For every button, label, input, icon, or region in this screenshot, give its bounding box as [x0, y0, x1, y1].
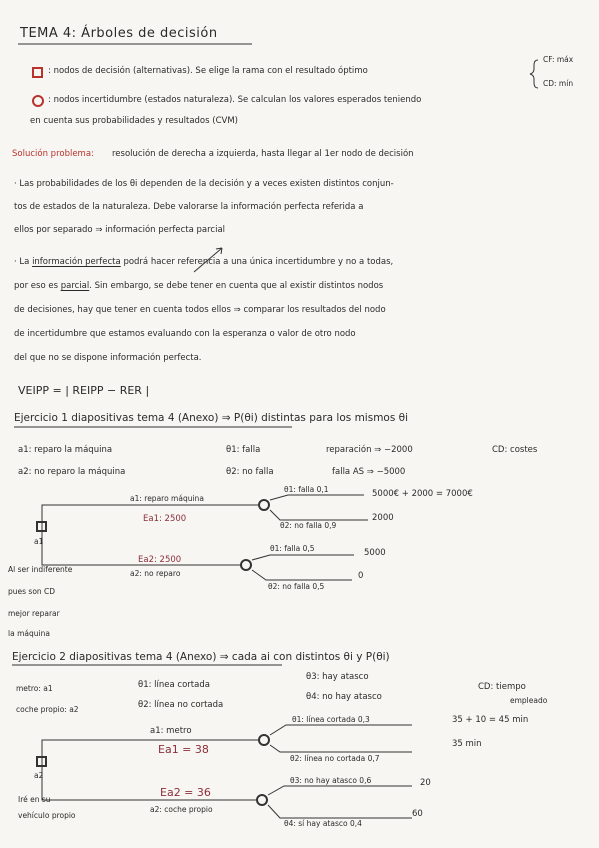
ej1-note-4: la máquina — [8, 629, 50, 638]
bullet2-info-perfecta: información perfecta — [32, 257, 121, 267]
ej2-branch-12: θ2: línea no cortada 0,7 — [290, 754, 380, 763]
ej1-value-22: 0 — [358, 571, 364, 581]
solucion-text: resolución de derecha a izquierda, hasta llegar al 1er nodo de decisión — [112, 149, 414, 159]
bullet1-line3: ellos por separado ⇒ información perfecta parcial — [14, 225, 226, 235]
bullet2-parcial: parcial — [60, 281, 90, 291]
ej1-value-21: 5000 — [364, 548, 386, 558]
bullet2-line5: del que no se dispone información perfecta. — [14, 353, 202, 363]
ej2-theta4: θ4: no hay atasco — [306, 692, 382, 702]
ej1-chance-node-1-icon — [258, 499, 270, 511]
ej2-chance-node-1-icon — [258, 734, 270, 746]
uncertainty-node-circle-icon — [32, 95, 44, 107]
bullet2-line1b: podrá hacer referencia a una única incertidumbre y no a todas, — [123, 257, 394, 267]
decision-node-square-icon — [32, 67, 43, 78]
ej2-decision-node-icon — [36, 756, 47, 767]
bullet2-line2a: por eso es — [14, 281, 59, 291]
bullet1-line2: tos de estados de la naturaleza. Debe valorarse la información perfecta referida a — [14, 202, 364, 212]
legend-square-text: : nodos de decisión (alternativas). Se elige la rama con el resultado óptimo — [48, 66, 368, 76]
ej1-note-1: Al ser indiferente — [8, 565, 73, 574]
ej1-a1: a1: reparo la máquina — [18, 445, 113, 455]
ej1-value-12: 2000 — [372, 513, 394, 523]
ej2-theta1: θ1: línea cortada — [138, 680, 210, 690]
ej2-ea2: Ea2 = 36 — [160, 786, 211, 799]
ej1-branch-21: θ1: falla 0,5 — [270, 544, 315, 553]
ej2-branch-a2-label: a2: coche propio — [150, 805, 213, 814]
ej2-cd-2: empleado — [510, 696, 548, 705]
ej2-value-11: 35 + 10 = 45 min — [452, 715, 529, 725]
ej1-branch-a1-label: a1: reparo máquina — [130, 494, 204, 503]
ej1-cd: CD: costes — [492, 445, 538, 455]
bullet2-line2b: . Sin embargo, se debe tener en cuenta que al existir distintos nodos — [89, 281, 384, 291]
legend-circle-text-2: en cuenta sus probabilidades y resultados (CVM) — [30, 116, 238, 126]
brace-bottom-label: CD: mín — [543, 79, 574, 88]
ej1-a2: a2: no reparo la máquina — [18, 467, 126, 477]
ej2-branch-11: θ1: línea cortada 0,3 — [292, 715, 370, 724]
ej1-value-11: 5000€ + 2000 = 7000€ — [372, 489, 473, 499]
ej1-branch-12: θ2: no falla 0,9 — [280, 521, 337, 530]
ej1-title: Ejercicio 1 diapositivas tema 4 (Anexo) ⇒ P(θi) distintas para los mismos θi — [14, 412, 408, 424]
bullet1-line1: · Las probabilidades de los θi dependen de la decisión y a veces existen distintos conjun- — [14, 179, 394, 189]
ej1-branch-22: θ2: no falla 0,5 — [268, 582, 325, 591]
ej1-node-label: a1 — [34, 537, 44, 546]
bullet2-line3: de decisiones, hay que tener en cuenta todos ellos ⇒ comparar los resultados del nodo — [14, 305, 386, 315]
ej1-branch-a2-label: a2: no reparo — [130, 569, 181, 578]
ej1-ea1: Ea1: 2500 — [143, 514, 187, 524]
ej2-theta3: θ3: hay atasco — [306, 672, 369, 682]
ej1-theta1: θ1: falla — [226, 445, 261, 455]
solucion-label: Solución problema: — [12, 149, 94, 159]
ej2-left-2: coche propio: a2 — [16, 705, 79, 714]
bullet2-line2 — [14, 282, 383, 291]
ej2-value-22: 60 — [412, 809, 423, 819]
ej1-ea2: Ea2: 2500 — [138, 555, 182, 565]
ej1-note-2: pues son CD — [8, 587, 56, 596]
veipp-formula: VEIPP = | REIPP − RER | — [18, 384, 150, 397]
ej1-reparacion: reparación ⇒ −2000 — [326, 445, 413, 455]
bullet2-line4: de incertidumbre que estamos evaluando con la esperanza o valor de otro nodo — [14, 329, 356, 339]
ej2-ea1: Ea1 = 38 — [158, 743, 209, 756]
ej1-branch-11: θ1: falla 0,1 — [284, 485, 329, 494]
ej1-theta2: θ2: no falla — [226, 467, 274, 477]
brace-top-label: CF: máx — [543, 55, 574, 64]
bullet2-line1a: · La — [14, 257, 30, 267]
ej1-decision-node-icon — [36, 521, 47, 532]
legend-circle-text: : nodos incertidumbre (estados naturaleza). Se calculan los valores esperados teniendo — [48, 95, 422, 105]
page-title: TEMA 4: Árboles de decisión — [20, 26, 218, 41]
ej1-chance-node-2-icon — [240, 559, 252, 571]
ej2-left-1: metro: a1 — [16, 684, 53, 693]
ej2-theta2: θ2: línea no cortada — [138, 700, 224, 710]
ej1-note-3: mejor reparar — [8, 609, 60, 618]
ej2-note-2: vehículo propio — [18, 811, 76, 820]
ej2-branch-21: θ3: no hay atasco 0,6 — [290, 776, 372, 785]
ej1-falla: falla AS ⇒ −5000 — [332, 467, 406, 477]
ej2-value-21: 20 — [420, 778, 431, 788]
ej2-branch-a1-label: a1: metro — [150, 726, 192, 736]
ej2-node-label: a2 — [34, 771, 44, 780]
ej2-title: Ejercicio 2 diapositivas tema 4 (Anexo) ⇒ cada ai con distintos θi y P(θi) — [12, 651, 390, 663]
ej2-note-1: Iré en su — [18, 795, 51, 804]
ej2-branch-22: θ4: sí hay atasco 0,4 — [284, 819, 362, 828]
ej2-value-12: 35 min — [452, 739, 482, 749]
ej2-chance-node-2-icon — [256, 794, 268, 806]
ej2-cd: CD: tiempo — [478, 682, 526, 692]
bullet2-line1 — [14, 258, 393, 267]
